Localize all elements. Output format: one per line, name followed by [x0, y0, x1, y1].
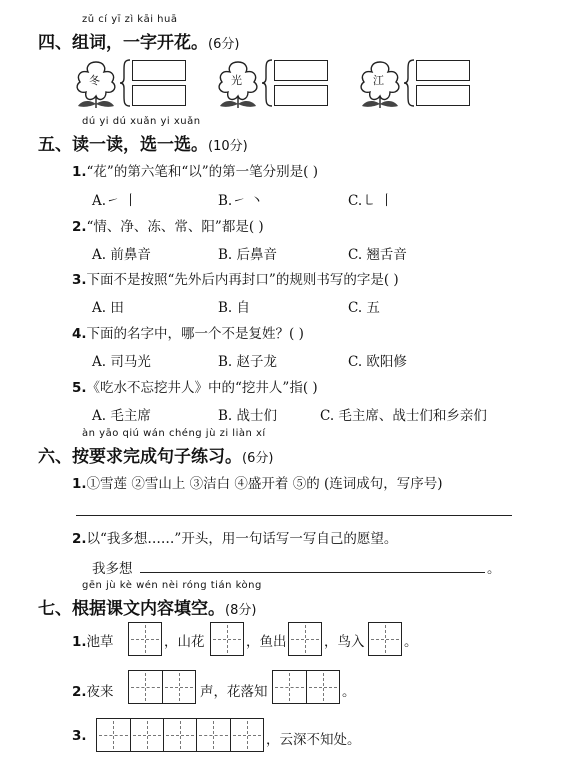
- fill-text: 池草: [86, 634, 114, 650]
- word-box-3a[interactable]: [416, 60, 470, 81]
- flower-char: 光: [231, 74, 242, 87]
- s4-pinyin: zǔ cí yī zì kāi huā: [82, 14, 178, 25]
- option[interactable]: C. 翘舌音: [348, 247, 407, 263]
- question-number: 2.: [72, 531, 87, 547]
- question-text: “花”的第六笔和“以”的第一笔分别是( ): [86, 164, 318, 180]
- s5-pinyin: dú yi dú xuǎn yi xuǎn: [82, 116, 201, 127]
- option[interactable]: A. 司马光: [92, 354, 151, 370]
- question-number: 1.: [72, 476, 87, 492]
- word-flower-1: [70, 58, 190, 110]
- s6-title: 六、按要求完成句子练习。: [38, 447, 242, 467]
- word-box-3b[interactable]: [416, 85, 470, 106]
- word-flower-3: [354, 58, 474, 110]
- s5-question-3: [72, 268, 399, 288]
- question-number: 2.: [72, 219, 87, 235]
- s5-question-4: [72, 322, 304, 342]
- option[interactable]: A. 前鼻音: [92, 247, 151, 263]
- word-flower-2: [212, 58, 332, 110]
- writing-grid[interactable]: [272, 670, 340, 704]
- fill-text: ，鸟入: [324, 634, 365, 650]
- question-text: 《吃水不忘挖井人》中的“挖井人”指( ): [86, 380, 318, 396]
- fill-text: 。: [342, 684, 356, 700]
- question-text: ①雪莲 ②雪山上 ③洁白 ④盛开着 ⑤的 (连词成句，写序号): [86, 476, 443, 492]
- s4-title: 四、组词，一字开花。: [38, 33, 208, 53]
- s6-points: (6分): [242, 451, 274, 466]
- brace-icon: [118, 58, 132, 108]
- writing-grid[interactable]: [96, 718, 264, 752]
- s6-question-1: [72, 472, 443, 492]
- question-text: “情、净、冻、常、阳”都是( ): [86, 219, 264, 235]
- writing-grid[interactable]: [210, 622, 244, 656]
- question-text: 以“我多想……”开头，用一句话写一写自己的愿望。: [86, 531, 398, 547]
- question-text: 下面不是按照“先外后内再封口”的规则书写的字是( ): [86, 272, 399, 288]
- question-number: 1.: [72, 634, 87, 650]
- option[interactable]: B. 赵子龙: [218, 354, 278, 370]
- option[interactable]: C. 欧阳修: [348, 354, 407, 370]
- option[interactable]: A.㇀ 丨: [92, 193, 138, 209]
- s5-points: (10分): [208, 139, 248, 154]
- s6-question-2: [72, 527, 397, 547]
- option[interactable]: C. 五: [348, 300, 380, 316]
- option[interactable]: C. 毛主席、战士们和乡亲们: [320, 408, 487, 424]
- writing-grid[interactable]: [368, 622, 402, 656]
- fill-line-3: [72, 728, 87, 744]
- writing-grid[interactable]: [288, 622, 322, 656]
- fill-text: 。: [404, 634, 418, 650]
- option[interactable]: B. 后鼻音: [218, 247, 278, 263]
- s7-heading: [38, 594, 256, 619]
- option[interactable]: B.㇀ 丶: [218, 193, 264, 209]
- s7-points: (8分): [225, 603, 257, 618]
- fill-line-1: [72, 630, 114, 650]
- brace-icon: [260, 58, 274, 108]
- fill-text: ，鱼出: [246, 634, 287, 650]
- option[interactable]: C.㇄ 丨: [348, 193, 394, 209]
- brace-icon: [402, 58, 416, 108]
- word-box-1b[interactable]: [132, 85, 186, 106]
- word-box-1a[interactable]: [132, 60, 186, 81]
- s4-heading: [38, 28, 239, 53]
- question-number: 5.: [72, 380, 87, 396]
- s6-pinyin: àn yāo qiú wán chéng jù zi liàn xí: [82, 428, 266, 439]
- fill-line-2: [72, 680, 114, 700]
- writing-grid[interactable]: [128, 622, 162, 656]
- question-number: 1.: [72, 164, 87, 180]
- fill-text: ，云深不知处。: [266, 732, 361, 748]
- s7-title: 七、根据课文内容填空。: [38, 599, 225, 619]
- s5-question-5: [72, 376, 318, 396]
- question-number: 2.: [72, 684, 87, 700]
- word-box-2a[interactable]: [274, 60, 328, 81]
- writing-grid[interactable]: [128, 670, 196, 704]
- option[interactable]: B. 自: [218, 300, 251, 316]
- flower-char: 冬: [89, 74, 100, 87]
- s5-question-2: [72, 215, 264, 235]
- question-number: 4.: [72, 326, 87, 342]
- question-number: 3.: [72, 728, 87, 744]
- fill-text: ，山花: [164, 634, 205, 650]
- answer-line-2[interactable]: [140, 572, 485, 573]
- option[interactable]: A. 田: [92, 300, 124, 316]
- s5-title: 五、读一读，选一选。: [38, 135, 208, 155]
- s5-heading: [38, 130, 248, 155]
- s5-question-1: [72, 160, 318, 180]
- word-box-2b[interactable]: [274, 85, 328, 106]
- question-number: 3.: [72, 272, 87, 288]
- option[interactable]: B. 战士们: [218, 408, 278, 424]
- s6-heading: [38, 442, 273, 467]
- answer-line-1[interactable]: [76, 515, 512, 516]
- fill-text: 声，花落知: [200, 684, 268, 700]
- flower-char: 江: [373, 74, 384, 87]
- answer-prefix: 我多想: [92, 561, 133, 577]
- fill-text: 夜来: [86, 684, 114, 700]
- question-text: 下面的名字中，哪一个不是复姓？( ): [86, 326, 304, 342]
- option[interactable]: A. 毛主席: [92, 408, 151, 424]
- s7-pinyin: gēn jù kè wén nèi róng tián kòng: [82, 580, 262, 591]
- s4-points: (6分): [208, 37, 240, 52]
- answer-end: 。: [487, 561, 501, 577]
